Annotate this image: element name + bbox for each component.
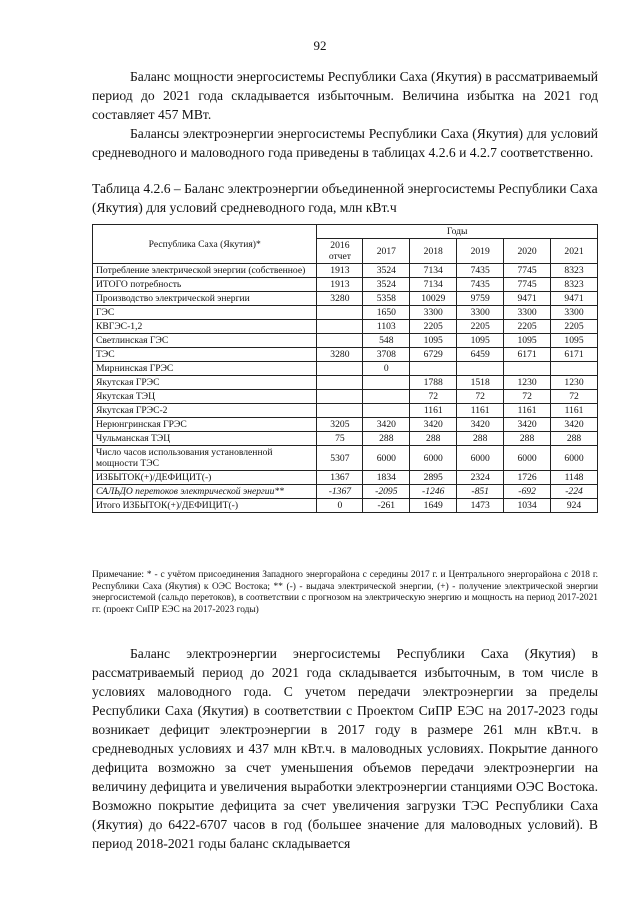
table-cell: 1095 <box>551 334 598 348</box>
table-cell: 1161 <box>504 404 551 418</box>
table-cell: 6000 <box>504 446 551 471</box>
table-cell: 3420 <box>551 418 598 432</box>
table-cell <box>363 404 410 418</box>
table-row <box>93 306 598 320</box>
table-cell: 75 <box>317 432 363 446</box>
table-cell: 7435 <box>457 278 504 292</box>
table-cell: 924 <box>551 499 598 513</box>
table-cell: 7435 <box>457 264 504 278</box>
table-cell: 3420 <box>457 418 504 432</box>
table-cell: 5358 <box>363 292 410 306</box>
table-caption: Таблица 4.2.6 – Баланс электроэнергии объединенной энергосистемы Республики Саха (Якутия) для условий средневодного года, млн кВт.ч <box>92 181 598 215</box>
table-cell: 6000 <box>363 446 410 471</box>
table-cell: 1095 <box>457 334 504 348</box>
table-row-label: Итого ИЗБЫТОК(+)/ДЕФИЦИТ(-) <box>93 499 317 513</box>
table-cell: 2205 <box>410 320 457 334</box>
table-cell: 9471 <box>504 292 551 306</box>
table-cell: 7134 <box>410 278 457 292</box>
table-cell: 6000 <box>410 446 457 471</box>
table-cell: 2205 <box>457 320 504 334</box>
table-note: Примечание: * - с учётом присоединения Западного энергорайона с середины 2017 г. и Центрального энергорайона с 2018 г. Республики Саха (Якутия) к ОЭС Востока; ** (-) - выдача электрической энергии, (+) - получение электрической энергии энергосистемой (сальдо перетоков), в соответствии с прогнозом на электрическую энергию и мощность на период 2017-2021 гг. (проект СиПР ЕЭС на 2017-2023 годы) <box>92 570 598 615</box>
table-cell: 1913 <box>317 264 363 278</box>
table-cell: 3420 <box>504 418 551 432</box>
table-cell <box>317 390 363 404</box>
paragraph-energy-summary: Баланс электроэнергии энергосистемы Республики Саха (Якутия) в рассматриваемый период до 2021 года складывается избыточным, в том числе в условиях маловодного года. С учетом передачи электроэнергии за пределы Республики Саха (Якутия) в соответствии с Проектом СиПР ЕЭС на 2017-2023 годы возникает дефицит электроэнергии в 2017 году в размере 261 млн кВт.ч. в средневодных условиях и 437 млн кВт.ч. в маловодных условиях. Покрытие данного дефицита возможно за счет уменьшения объемов передачи электроэнергии на величину дефицита и увеличения выработки электроэнергии станциями ОЭС Востока. Возможно покрытие дефицита за счет увеличения загрузки ТЭС Республики Саха (Якутия) до 6422-6707 часов в год (большее значение для маловодных условий). В период 2018-2021 годы баланс складывается <box>92 646 598 851</box>
table-year-header: 2016 отчет <box>317 239 363 264</box>
table-row <box>93 432 598 446</box>
table-cell: 6000 <box>457 446 504 471</box>
table-cell <box>317 306 363 320</box>
table-cell: 288 <box>457 432 504 446</box>
table-row-label: Якутская ГРЭС <box>93 376 317 390</box>
table-row-label: ГЭС <box>93 306 317 320</box>
table-row-label: Нерюнгринская ГРЭС <box>93 418 317 432</box>
table-cell: 1095 <box>410 334 457 348</box>
table-cell: 8323 <box>551 278 598 292</box>
table-cell: 3300 <box>504 306 551 320</box>
table-cell: 3300 <box>551 306 598 320</box>
table-cell: 288 <box>363 432 410 446</box>
table-cell: 8323 <box>551 264 598 278</box>
energy-balance-table <box>92 224 598 513</box>
table-row-label: Якутская ТЭЦ <box>93 390 317 404</box>
table-row-label: ИЗБЫТОК(+)/ДЕФИЦИТ(-) <box>93 471 317 485</box>
table-cell: 288 <box>504 432 551 446</box>
table-cell: 0 <box>317 499 363 513</box>
table-cell: 9759 <box>457 292 504 306</box>
table-cell: 3708 <box>363 348 410 362</box>
table-cell: 72 <box>457 390 504 404</box>
table-years-header: Годы <box>317 225 598 239</box>
table-cell: 3420 <box>410 418 457 432</box>
table-cell <box>551 362 598 376</box>
table-cell: 1367 <box>317 471 363 485</box>
table-cell <box>504 362 551 376</box>
table-year-header: 2019 <box>457 239 504 264</box>
table-cell: 6171 <box>551 348 598 362</box>
table-cell: 1230 <box>551 376 598 390</box>
table-cell: 288 <box>410 432 457 446</box>
table-cell <box>410 362 457 376</box>
table-year-header: 2020 <box>504 239 551 264</box>
table-year-header: 2018 <box>410 239 457 264</box>
table-cell: 0 <box>363 362 410 376</box>
table-cell: 6171 <box>504 348 551 362</box>
table-cell: 1788 <box>410 376 457 390</box>
page-number: 92 <box>313 38 327 53</box>
table-cell: 3205 <box>317 418 363 432</box>
table-cell: 1834 <box>363 471 410 485</box>
table-year-header: 2017 <box>363 239 410 264</box>
table-row <box>93 390 598 404</box>
table-row <box>93 471 598 485</box>
table-cell: 1103 <box>363 320 410 334</box>
table-row <box>93 485 598 499</box>
table-cell: 72 <box>410 390 457 404</box>
table-cell: 3420 <box>363 418 410 432</box>
table-cell: 1649 <box>410 499 457 513</box>
table-cell: 1161 <box>457 404 504 418</box>
table-row <box>93 292 598 306</box>
table-cell: 1473 <box>457 499 504 513</box>
table-row <box>93 418 598 432</box>
table-cell <box>317 376 363 390</box>
table-cell: 288 <box>551 432 598 446</box>
table-row <box>93 348 598 362</box>
table-row <box>93 499 598 513</box>
table-cell: 1148 <box>551 471 598 485</box>
table-cell: -224 <box>551 485 598 499</box>
table-row-label: КВГЭС-1,2 <box>93 320 317 334</box>
table-cell: 2205 <box>504 320 551 334</box>
table-row <box>93 376 598 390</box>
table-row-label: Светлинская ГЭС <box>93 334 317 348</box>
table-cell: 3524 <box>363 264 410 278</box>
table-row <box>93 278 598 292</box>
table-cell: 1034 <box>504 499 551 513</box>
table-cell: 1726 <box>504 471 551 485</box>
table-year-header: 2021 <box>551 239 598 264</box>
table-cell: 1095 <box>504 334 551 348</box>
table-row-label: ТЭС <box>93 348 317 362</box>
table-corner-header: Республика Саха (Якутия)* <box>93 225 317 264</box>
table-row <box>93 446 598 471</box>
table-cell: 7134 <box>410 264 457 278</box>
table-cell: 3300 <box>457 306 504 320</box>
table-cell <box>317 362 363 376</box>
table-row <box>93 404 598 418</box>
table-row-label: Производство электрической энергии <box>93 292 317 306</box>
table-cell: -2095 <box>363 485 410 499</box>
table-cell: -692 <box>504 485 551 499</box>
table-cell: 1161 <box>551 404 598 418</box>
table-cell: 2205 <box>551 320 598 334</box>
table-cell: 9471 <box>551 292 598 306</box>
table-cell <box>317 334 363 348</box>
table-row-label: Мирнинская ГРЭС <box>93 362 317 376</box>
table-cell <box>457 362 504 376</box>
table-row-label: Число часов использования установленной мощности ТЭС <box>93 446 317 471</box>
table-cell: 6000 <box>551 446 598 471</box>
table-cell: -851 <box>457 485 504 499</box>
table-cell: -1367 <box>317 485 363 499</box>
table-row-label: Потребление электрической энергии (собственное) <box>93 264 317 278</box>
table-cell: 5307 <box>317 446 363 471</box>
table-row-label: Чульманская ТЭЦ <box>93 432 317 446</box>
paragraph-power-balance: Баланс мощности энергосистемы Республики Саха (Якутия) в рассматриваемый период до 2021 года складывается избыточным. Величина избытка на 2021 год составляет 457 МВт. <box>92 69 598 122</box>
table-row-label: Якутская ГРЭС-2 <box>93 404 317 418</box>
table-row <box>93 362 598 376</box>
table-cell: 1161 <box>410 404 457 418</box>
table-cell: -1246 <box>410 485 457 499</box>
table-cell <box>317 404 363 418</box>
table-cell: 3524 <box>363 278 410 292</box>
paragraph-energy-balances: Балансы электроэнергии энергосистемы Республики Саха (Якутия) для условий средневодного и маловодного года приведены в таблицах 4.2.6 и 4.2.7 соответственно. <box>92 126 598 160</box>
table-cell: 2324 <box>457 471 504 485</box>
table-cell: -261 <box>363 499 410 513</box>
table-cell: 548 <box>363 334 410 348</box>
table-row-label: ИТОГО потребность <box>93 278 317 292</box>
table-cell: 3280 <box>317 348 363 362</box>
table-cell: 6459 <box>457 348 504 362</box>
table-cell: 1518 <box>457 376 504 390</box>
table-cell: 1230 <box>504 376 551 390</box>
table-cell <box>317 320 363 334</box>
table-cell: 6729 <box>410 348 457 362</box>
table-body <box>93 264 598 513</box>
table-cell: 1650 <box>363 306 410 320</box>
table-cell <box>363 390 410 404</box>
table-cell: 7745 <box>504 278 551 292</box>
table-cell: 2895 <box>410 471 457 485</box>
table-cell: 10029 <box>410 292 457 306</box>
table-cell: 1913 <box>317 278 363 292</box>
table-cell: 3280 <box>317 292 363 306</box>
table-cell <box>363 376 410 390</box>
table-cell: 72 <box>504 390 551 404</box>
table-row <box>93 320 598 334</box>
table-cell: 7745 <box>504 264 551 278</box>
table-row-label: САЛЬДО перетоков электрической энергии** <box>93 485 317 499</box>
table-row <box>93 334 598 348</box>
table-row <box>93 264 598 278</box>
table-cell: 3300 <box>410 306 457 320</box>
table-cell: 72 <box>551 390 598 404</box>
